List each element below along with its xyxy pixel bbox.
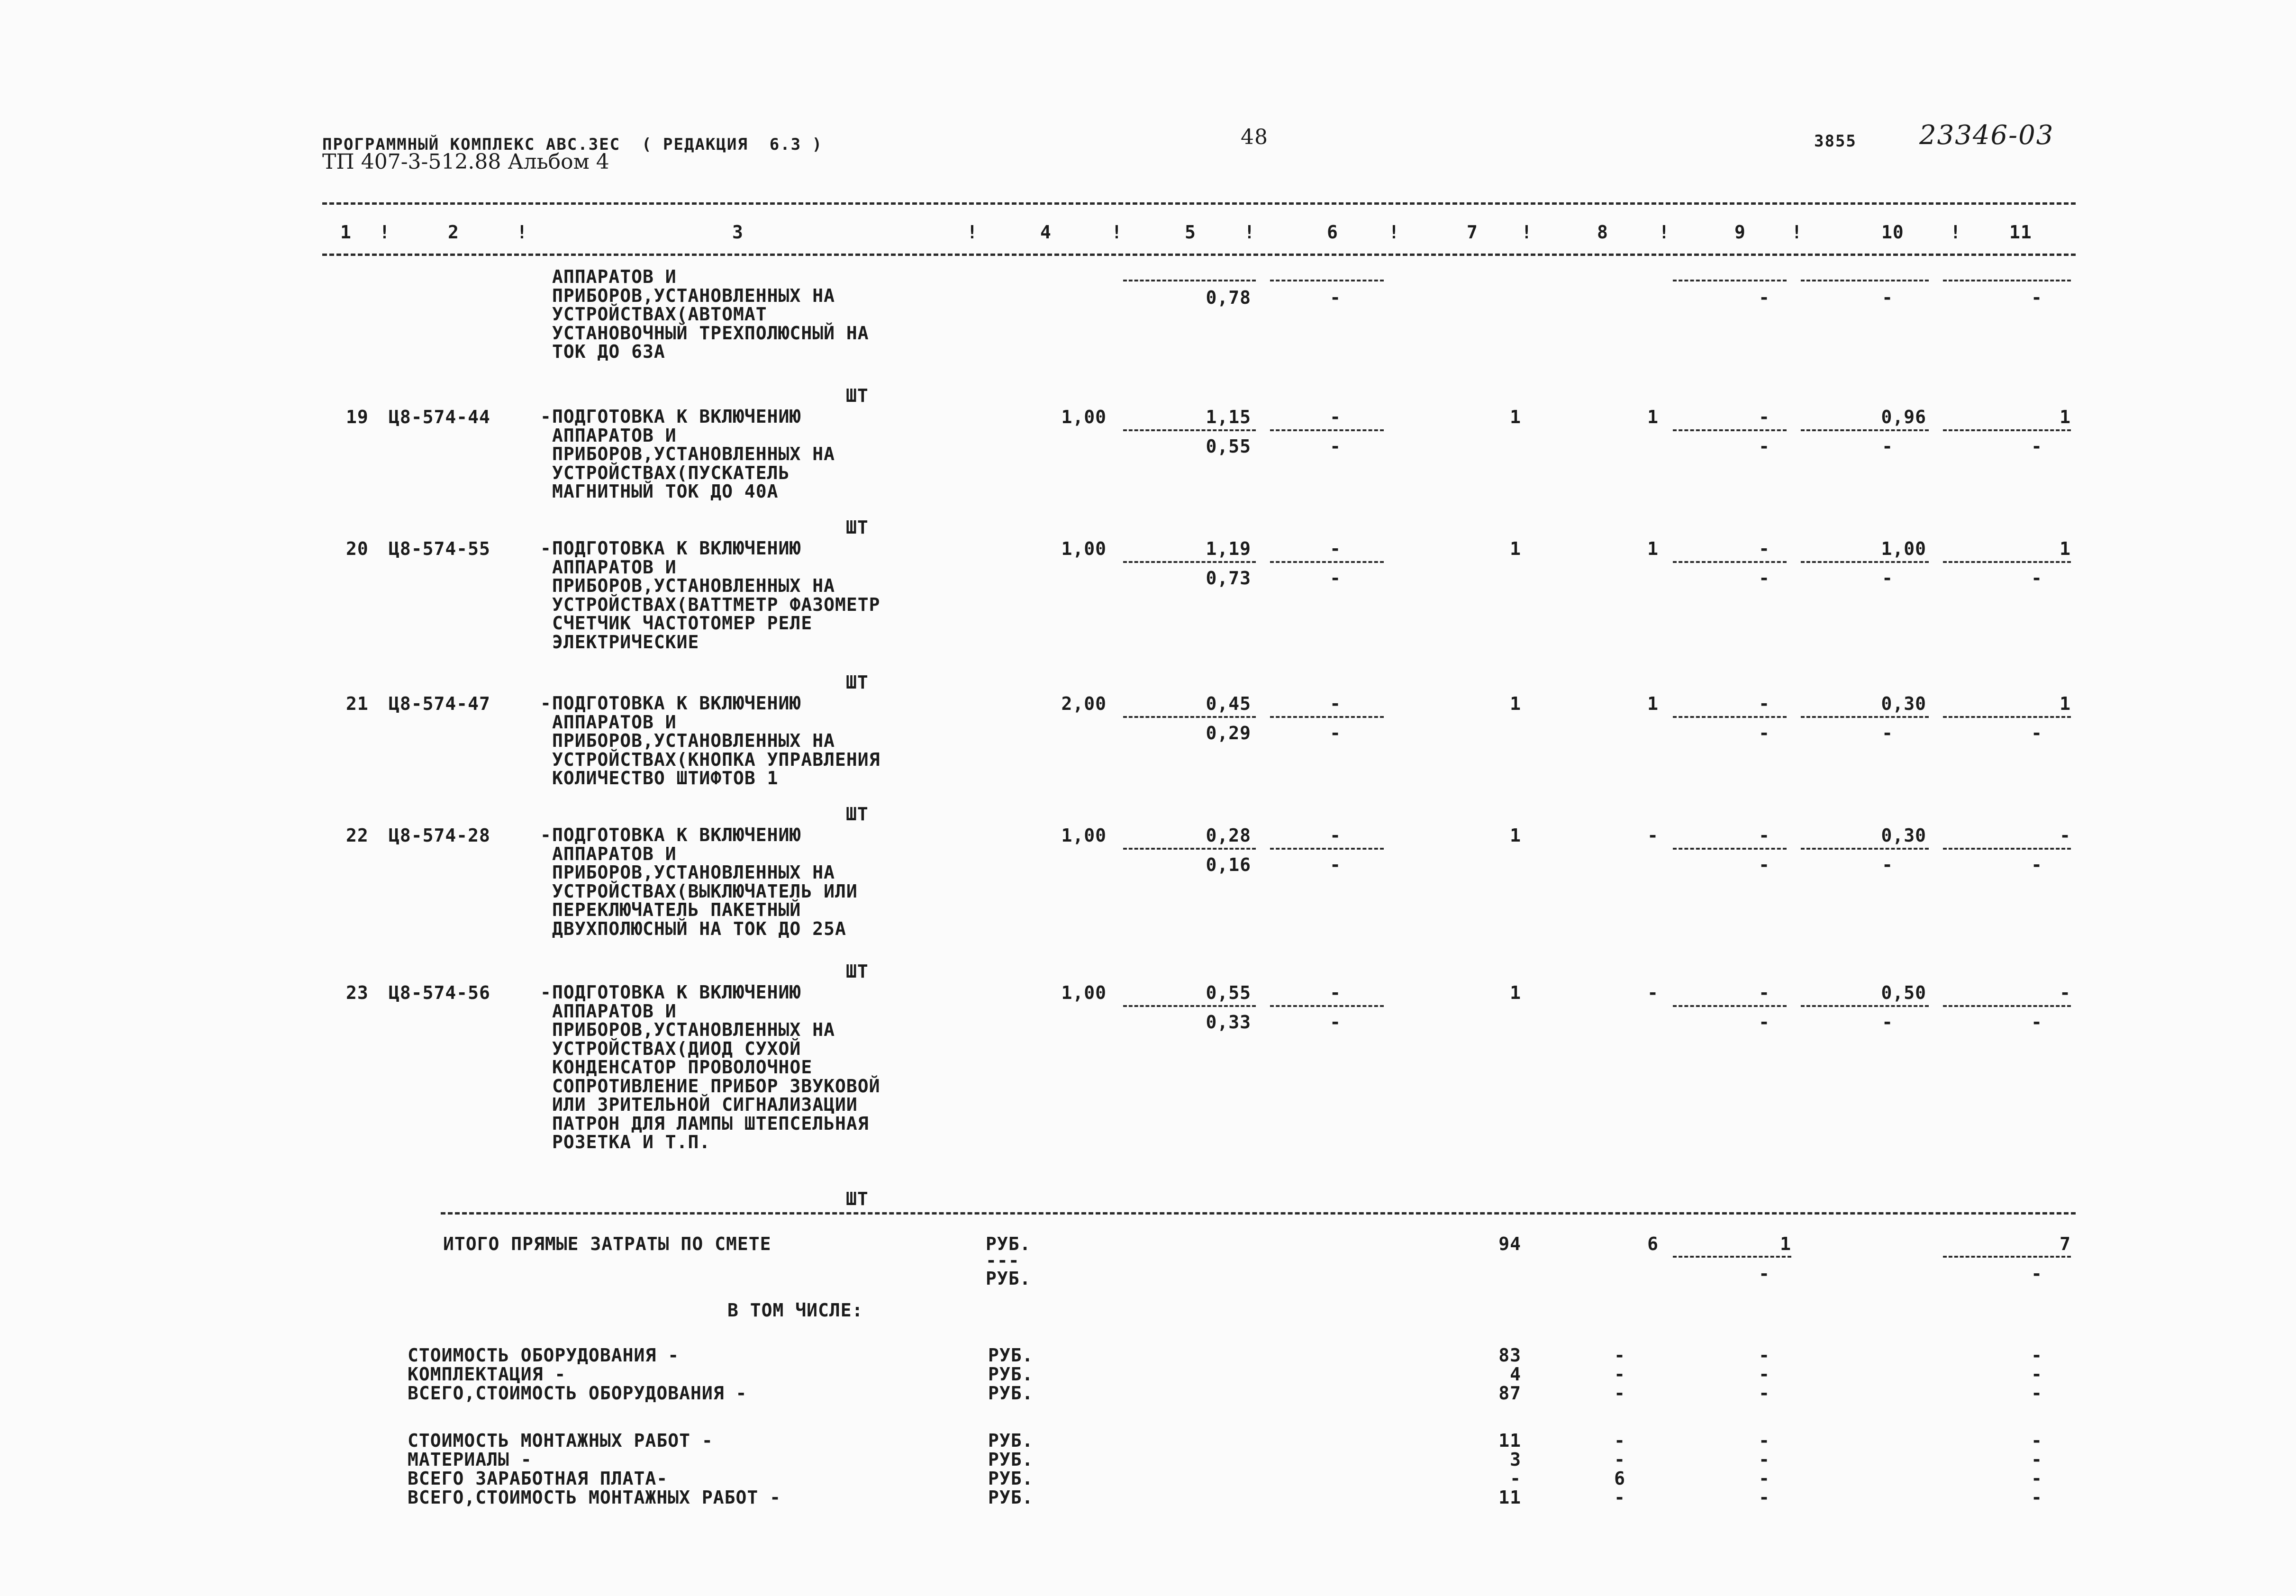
summary-col7: 83 [1498,1345,1521,1366]
col11-divider [1943,280,2071,281]
row-number: 22 [346,825,369,846]
row-unit: ШТ [846,672,869,693]
row-col10-divider [1801,429,1929,431]
totals-label: ИТОГО ПРЯМЫЕ ЗАТРАТЫ ПО СМЕТЕ [443,1233,771,1254]
column-separator: ! [967,222,978,243]
column-header-11: 11 [2009,222,2032,243]
row-col10: 0,96 [1881,407,1926,427]
column-header-8: 8 [1597,222,1608,243]
column-separator: ! [517,222,528,243]
row-col4: 1,00 [1061,538,1107,559]
summary-label: МАТЕРИАЛЫ - [408,1449,532,1470]
row-col11-bottom: - [2031,436,2042,457]
row-col6-bottom: - [1330,854,1341,875]
totals-col9-bottom: - [1759,1263,1770,1284]
column-header-7: 7 [1467,222,1478,243]
row-col10-divider [1801,848,1929,850]
summary-label: СТОИМОСТЬ МОНТАЖНЫХ РАБОТ - [408,1430,713,1451]
row-description: ПОДГОТОВКА К ВКЛЮЧЕНИЮ АППАРАТОВ И ПРИБОРОВ,УСТАНОВЛЕННЫХ НА УСТРОЙСТВАХ(ВАТТМЕТР ФАЗОМЕТР СЧЕТЧИК ЧАСТОТОМЕР РЕЛЕ ЭЛЕКТРИЧЕСКИЕ [552,538,880,653]
summary-label: ВСЕГО ЗАРАБОТНАЯ ПЛАТА- [408,1468,668,1489]
totals-unit-secondary: РУБ. [986,1268,1031,1289]
row-unit: ШТ [846,517,869,538]
row-col10-divider [1801,716,1929,718]
col9-divider [1673,280,1787,281]
column-header-9: 9 [1734,222,1746,243]
summary-col11: - [2031,1345,2042,1366]
column-header-2: 2 [448,222,459,243]
summary-label: КОМПЛЕКТАЦИЯ - [408,1364,566,1385]
summary-col7: 87 [1498,1383,1521,1404]
row-col10-divider [1801,561,1929,563]
row-col8: - [1647,825,1659,846]
column-header-5: 5 [1185,222,1196,243]
summary-unit: РУБ. [988,1468,1034,1489]
row-col5-bottom: 0,16 [1206,854,1251,875]
album-reference: ТП 407-3-512.88 Альбом 4 [322,150,609,174]
row-unit: ШТ [846,961,869,982]
program-header: ПРОГРАММНЫЙ КОМПЛЕКС АВС.ЗЕС ( РЕДАКЦИЯ 6.3 ) [322,135,823,154]
summary-col11: - [2031,1364,2042,1385]
summary-unit: РУБ. [988,1345,1034,1366]
summary-col7: 4 [1510,1364,1521,1385]
row-code: Ц8-574-47 [389,693,490,714]
row-description: ПОДГОТОВКА К ВКЛЮЧЕНИЮ АППАРАТОВ И ПРИБОРОВ,УСТАНОВЛЕННЫХ НА УСТРОЙСТВАХ(ДИОД СУХОЙ КОНДЕНСАТОР ПРОВОЛОЧНОЕ СОПРОТИВЛЕНИЕ ПРИБОР ЗВУКОВОЙ ИЛИ ЗРИТЕЛЬНОЙ СИГНАЛИЗАЦИИ ПАТРОН ДЛЯ ЛАМПЫ ШТЕПСЕЛЬНАЯ РОЗЕТКА И Т.П. [552,982,880,1152]
row-col11: 1 [2060,693,2071,714]
row-dash-marker: - [540,538,552,559]
totals-col11-bottom: - [2031,1263,2042,1284]
totals-rule [441,1212,2076,1215]
summary-col9: - [1759,1383,1770,1404]
summary-col8: - [1614,1364,1625,1385]
row-dash-marker: - [540,982,552,1003]
row-col6-divider [1270,561,1384,563]
summary-col7: 11 [1498,1487,1521,1508]
row-col4: 1,00 [1061,982,1107,1003]
header-rule-top [322,202,2076,205]
row-col6: - [1330,538,1341,559]
document-number: 23346-03 [1919,120,2054,151]
totals-col9-divider [1673,1256,1791,1258]
continued-description: АППАРАТОВ И ПРИБОРОВ,УСТАНОВЛЕННЫХ НА УСТРОЙСТВАХ(АВТОМАТ УСТАНОВОЧНЫЙ ТРЕХПОЛЮСНЫЙ НА ТОК ДО 63А [552,266,869,362]
summary-label: ВСЕГО,СТОИМОСТЬ МОНТАЖНЫХ РАБОТ - [408,1487,781,1508]
row-col5-divider [1123,561,1256,563]
row-col6-bottom: - [1330,568,1341,589]
column-separator: ! [1521,222,1533,243]
summary-unit: РУБ. [988,1430,1034,1451]
row-col6-bottom: - [1330,436,1341,457]
row-col9: - [1759,407,1770,427]
row-col8: 1 [1647,693,1659,714]
col10-value-bottom: - [1882,287,1893,308]
row-col6: - [1330,693,1341,714]
summary-unit: РУБ. [988,1487,1034,1508]
row-col8: 1 [1647,407,1659,427]
including-label: В ТОМ ЧИСЛЕ: [727,1300,863,1321]
row-col11: 1 [2060,538,2071,559]
summary-unit: РУБ. [988,1364,1034,1385]
summary-col11: - [2031,1487,2042,1508]
row-code: Ц8-574-55 [389,538,490,559]
row-number: 21 [346,693,369,714]
row-col6-divider [1270,848,1384,850]
col6-divider [1270,280,1384,281]
row-unit: ШТ [846,804,869,825]
row-number: 23 [346,982,369,1003]
row-col6-bottom: - [1330,1012,1341,1033]
totals-col8: 6 [1647,1233,1659,1254]
totals-col11-divider [1943,1256,2071,1258]
summary-col11: - [2031,1383,2042,1404]
row-col11: - [2060,982,2071,1003]
row-col5: 1,15 [1206,407,1251,427]
col9-value-bottom: - [1759,287,1770,308]
summary-col8: - [1614,1430,1625,1451]
row-col5-bottom: 0,73 [1206,568,1251,589]
row-col5: 1,19 [1206,538,1251,559]
row-dash-marker: - [540,825,552,845]
row-col10-bottom: - [1882,568,1893,589]
row-col10: 0,50 [1881,982,1926,1003]
row-number: 19 [346,407,369,427]
row-col11-bottom: - [2031,568,2042,589]
row-col10-divider [1801,1005,1929,1007]
row-col7: 1 [1510,982,1521,1003]
summary-unit: РУБ. [988,1449,1034,1470]
row-col10: 0,30 [1881,693,1926,714]
row-col9-bottom: - [1759,568,1770,589]
row-col11-divider [1943,716,2071,718]
row-col5-divider [1123,429,1256,431]
column-header-1: 1 [340,222,352,243]
row-col5: 0,45 [1206,693,1251,714]
summary-unit: РУБ. [988,1383,1034,1404]
row-col10-bottom: - [1882,1012,1893,1033]
row-col7: 1 [1510,693,1521,714]
summary-label: СТОИМОСТЬ ОБОРУДОВАНИЯ - [408,1345,680,1366]
column-separator: ! [1659,222,1670,243]
column-header-4: 4 [1040,222,1052,243]
row-col10: 1,00 [1881,538,1926,559]
col5-divider [1123,280,1256,281]
summary-col11: - [2031,1468,2042,1489]
summary-col8: - [1614,1449,1625,1470]
row-code: Ц8-574-44 [389,407,490,427]
row-col10-bottom: - [1882,723,1893,744]
row-col5: 0,55 [1206,982,1251,1003]
row-col10-bottom: - [1882,854,1893,875]
row-code: Ц8-574-56 [389,982,490,1003]
page-number: 48 [1241,125,1268,149]
row-dash-marker: - [540,693,552,714]
summary-col8: 6 [1614,1468,1625,1489]
row-col5-divider [1123,848,1256,850]
row-col6-divider [1270,429,1384,431]
summary-col7: - [1510,1468,1521,1489]
summary-col8: - [1614,1345,1625,1366]
row-col9-bottom: - [1759,854,1770,875]
row-col10: 0,30 [1881,825,1926,846]
summary-col9: - [1759,1487,1770,1508]
summary-col7: 3 [1510,1449,1521,1470]
row-col9-divider [1673,1005,1787,1007]
row-col5-bottom: 0,29 [1206,723,1251,744]
row-description: ПОДГОТОВКА К ВКЛЮЧЕНИЮ АППАРАТОВ И ПРИБОРОВ,УСТАНОВЛЕННЫХ НА УСТРОЙСТВАХ(ПУСКАТЕЛЬ МАГНИТНЫЙ ТОК ДО 40А [552,406,835,502]
row-col6: - [1330,982,1341,1003]
row-col6: - [1330,407,1341,427]
row-description: ПОДГОТОВКА К ВКЛЮЧЕНИЮ АППАРАТОВ И ПРИБОРОВ,УСТАНОВЛЕННЫХ НА УСТРОЙСТВАХ(КНОПКА УПРАВЛЕНИЯ КОЛИЧЕСТВО ШТИФТОВ 1 [552,693,880,789]
summary-col9: - [1759,1364,1770,1385]
row-col4: 1,00 [1061,825,1107,846]
summary-label: ВСЕГО,СТОИМОСТЬ ОБОРУДОВАНИЯ - [408,1383,747,1404]
row-col10-bottom: - [1882,436,1893,457]
column-separator: ! [1244,222,1255,243]
row-col9-divider [1673,429,1787,431]
row-col9: - [1759,825,1770,846]
row-col5: 0,28 [1206,825,1251,846]
row-col9-divider [1673,561,1787,563]
row-col9: - [1759,538,1770,559]
row-col6: - [1330,825,1341,846]
row-col5-divider [1123,716,1256,718]
summary-col7: 11 [1498,1430,1521,1451]
row-col8: - [1647,982,1659,1003]
column-separator: ! [1111,222,1123,243]
row-col11: 1 [2060,407,2071,427]
row-dash-marker: - [540,406,552,427]
row-col4: 1,00 [1061,407,1107,427]
row-col11-divider [1943,429,2071,431]
summary-col9: - [1759,1449,1770,1470]
row-col8: 1 [1647,538,1659,559]
row-unit: ШТ [846,385,869,406]
row-col11-divider [1943,1005,2071,1007]
sheet-code: 3855 [1814,132,1857,151]
summary-col9: - [1759,1468,1770,1489]
row-col11-bottom: - [2031,723,2042,744]
row-col6-divider [1270,716,1384,718]
summary-col8: - [1614,1383,1625,1404]
summary-col11: - [2031,1449,2042,1470]
summary-col9: - [1759,1345,1770,1366]
col5-value-bottom: 0,78 [1206,287,1251,308]
row-col7: 1 [1510,407,1521,427]
row-col9-bottom: - [1759,1012,1770,1033]
summary-col8: - [1614,1487,1625,1508]
row-col9-bottom: - [1759,436,1770,457]
row-col9-divider [1673,848,1787,850]
row-col11-bottom: - [2031,854,2042,875]
column-separator: ! [379,222,390,243]
col10-divider [1801,280,1929,281]
row-col11: - [2060,825,2071,846]
column-separator: ! [1950,222,1961,243]
row-col4: 2,00 [1061,693,1107,714]
row-col7: 1 [1510,825,1521,846]
totals-unit-separator: --- [986,1250,1020,1271]
row-col5-divider [1123,1005,1256,1007]
row-col6-divider [1270,1005,1384,1007]
row-number: 20 [346,538,369,559]
column-separator: ! [1388,222,1400,243]
column-header-3: 3 [732,222,744,243]
column-header-10: 10 [1881,222,1904,243]
row-col5-bottom: 0,33 [1206,1012,1251,1033]
header-rule-bottom [322,254,2076,256]
column-header-6: 6 [1327,222,1338,243]
summary-col11: - [2031,1430,2042,1451]
row-col7: 1 [1510,538,1521,559]
totals-unit: РУБ. [986,1233,1031,1254]
row-col5-bottom: 0,55 [1206,436,1251,457]
row-col6-bottom: - [1330,723,1341,744]
row-col9-bottom: - [1759,723,1770,744]
totals-col7: 94 [1498,1233,1521,1254]
row-code: Ц8-574-28 [389,825,490,846]
totals-col9: 1 [1780,1233,1791,1254]
row-col9: - [1759,982,1770,1003]
column-separator: ! [1791,222,1803,243]
row-col11-divider [1943,561,2071,563]
row-col11-bottom: - [2031,1012,2042,1033]
last-row-unit: ШТ [846,1188,869,1209]
summary-col9: - [1759,1430,1770,1451]
row-description: ПОДГОТОВКА К ВКЛЮЧЕНИЮ АППАРАТОВ И ПРИБОРОВ,УСТАНОВЛЕННЫХ НА УСТРОЙСТВАХ(ВЫКЛЮЧАТЕЛЬ ИЛИ ПЕРЕКЛЮЧАТЕЛЬ ПАКЕТНЫЙ ДВУХПОЛЮСНЫЙ НА ТОК ДО 25А [552,825,858,939]
row-col11-divider [1943,848,2071,850]
row-col9: - [1759,693,1770,714]
totals-col11: 7 [2060,1233,2071,1254]
row-col9-divider [1673,716,1787,718]
col11-value-bottom: - [2031,287,2042,308]
col6-value-bottom: - [1330,287,1341,308]
